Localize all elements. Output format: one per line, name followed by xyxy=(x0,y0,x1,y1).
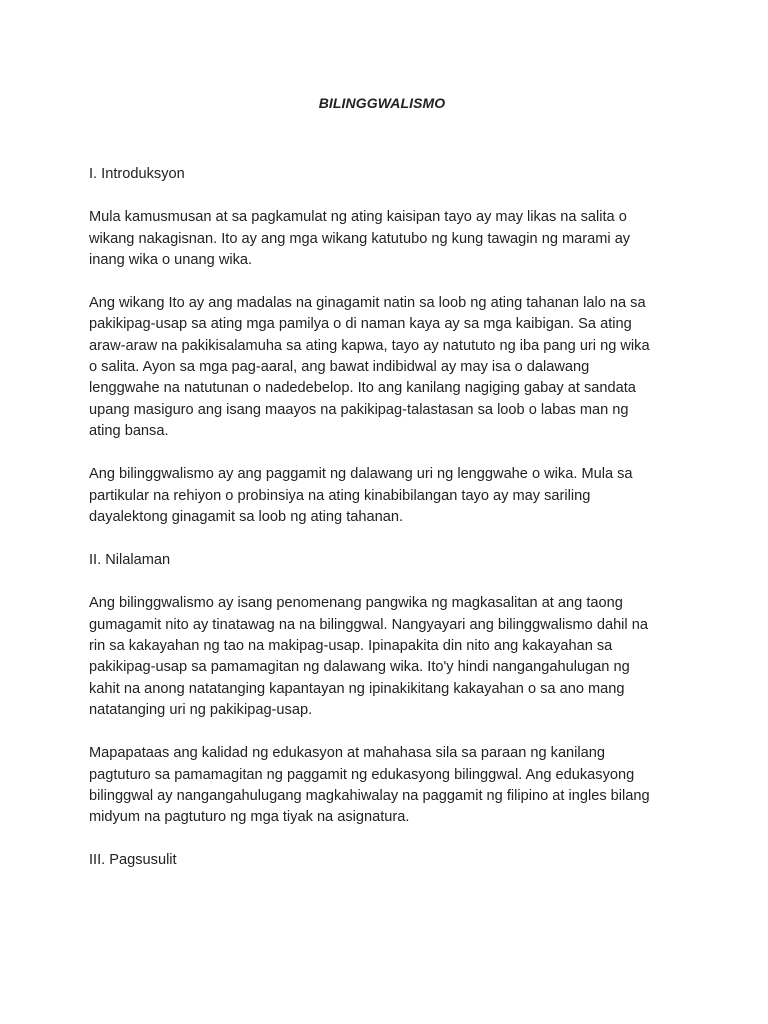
paragraph-line: ating bansa. xyxy=(89,422,169,439)
paragraph xyxy=(89,743,675,828)
spacer xyxy=(89,571,675,593)
spacer xyxy=(89,828,675,850)
paragraph-line: pakikipag-usap sa ating mga pamilya o di naman kaya ay sa mga kaibigan. Sa ating xyxy=(89,316,632,333)
paragraph-line: Ang bilinggwalismo ay ang paggamit ng dalawang uri ng lenggwahe o wika. Mula sa xyxy=(89,466,633,483)
section-heading: III. Pagsusulit xyxy=(89,852,177,869)
paragraph-line: pagtuturo sa pamamagitan ng paggamit ng edukasyong bilinggwal. Ang edukasyong xyxy=(89,766,635,783)
spacer xyxy=(89,442,675,464)
paragraph-line: Ang wikang Ito ay ang madalas na ginagamit natin sa loob ng ating tahanan lalo na sa xyxy=(89,295,646,312)
paragraph-line: lenggwahe na natutunan o nadedebelop. Ito ang kanilang nagiging gabay at sandata xyxy=(89,380,636,397)
paragraph-line: araw-araw na pakikisalamuha sa ating kapwa, tayo ay natututo ng iba pang uri ng wika xyxy=(89,337,650,354)
paragraph-line: midyum na pagtuturo ng mga tiyak na asignatura. xyxy=(89,809,410,826)
paragraph-line: Mapapataas ang kalidad ng edukasyon at mahahasa sila sa paraan ng kanilang xyxy=(89,745,606,762)
spacer xyxy=(89,185,675,207)
paragraph-line: dayalektong ginagamit sa loob ng ating tahanan. xyxy=(89,508,404,525)
paragraph-line: Mula kamusmusan at sa pagkamulat ng ating kaisipan tayo ay may likas na salita o xyxy=(89,209,627,226)
document-title: BILINGGWALISMO xyxy=(318,95,446,111)
spacer xyxy=(89,271,675,293)
paragraph xyxy=(89,464,675,528)
paragraph-line: inang wika o unang wika. xyxy=(89,251,253,268)
paragraph-line: natatanging uri ng pakikipag-usap. xyxy=(89,701,313,718)
spacer xyxy=(89,528,675,550)
sections-container xyxy=(89,164,675,872)
paragraph-line: Ang bilinggwalismo ay isang penomenang pangwika ng magkasalitan at ang taong xyxy=(89,595,623,612)
section-heading: II. Nilalaman xyxy=(89,552,171,569)
spacer xyxy=(89,114,675,164)
paragraph-line: o salita. Ayon sa mga pag-aaral, ang bawat indibidwal ay may isa o dalawang xyxy=(89,359,590,376)
paragraph-line: bilinggwal ay nangangahulugang magkahiwalay na paggamit ng filipino at ingles bilang xyxy=(89,787,650,804)
paragraph-line: upang masiguro ang isang maayos na pakikipag-talastasan sa loob o labas man ng xyxy=(89,401,629,418)
paragraph xyxy=(89,593,675,721)
paragraph-line: kahit na anong natatanging kapantayan ng ipinakikitang kakayahan o sa ano mang xyxy=(89,680,625,697)
document-body xyxy=(89,93,675,872)
paragraph-line: gumagamit nito ay tinatawag na na bilinggwal. Nangyayari ang bilinggwalismo dahil na xyxy=(89,616,648,633)
paragraph-line: wikang nakagisnan. Ito ay ang mga wikang katutubo ng kung tawagin ng marami ay xyxy=(89,230,631,247)
paragraph-line: rin sa kakayahan ng tao na makipag-usap. Ipinapakita din nito ang kakayahan sa xyxy=(89,638,613,655)
spacer xyxy=(89,721,675,743)
paragraph-line: partikular na rehiyon o probinsiya na ating kinabibilangan tayo ay may sariling xyxy=(89,487,591,504)
paragraph xyxy=(89,207,675,271)
section-heading: I. Introduksyon xyxy=(89,166,185,182)
paragraph xyxy=(89,293,675,442)
paragraph-line: pakikipag-usap sa pamamagitan ng dalawang wika. Ito'y hindi nangangahulugan ng xyxy=(89,659,630,676)
